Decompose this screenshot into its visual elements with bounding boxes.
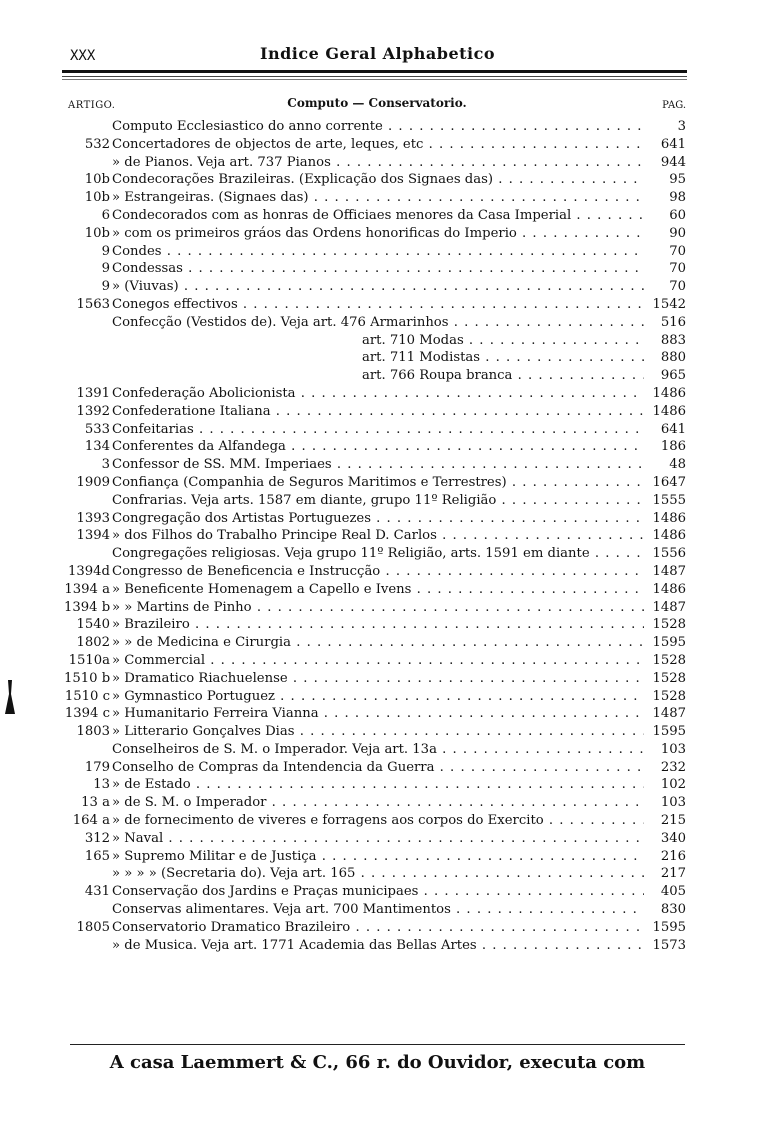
entry-article-number: 6: [101, 207, 110, 223]
index-entry: [64, 492, 686, 510]
index-entry: [64, 118, 686, 136]
header-rule-thin: [62, 76, 687, 77]
entry-text: » de Estado . . .: [112, 776, 644, 794]
entry-page-number: 1528: [648, 688, 686, 706]
entry-article-number: 1394 c: [64, 706, 110, 722]
entry-page-number: 1595: [648, 919, 686, 937]
index-entries: [64, 118, 686, 954]
entry-article-number: 9: [101, 243, 110, 259]
entry-page-number: 1573: [648, 937, 686, 955]
entry-article-number: 9: [101, 261, 110, 277]
header-rule: [62, 70, 687, 73]
entry-article-number: 533: [84, 421, 110, 437]
entry-article-number: 3: [101, 457, 110, 473]
index-entry: [64, 581, 686, 599]
index-entry: [64, 883, 686, 901]
entry-text: » Brazileiro . . .: [112, 616, 644, 634]
index-entry: [64, 136, 686, 154]
entry-text: » Dramatico Riachuelense . . .: [112, 670, 644, 688]
entry-text: Computo Ecclesiastico do anno corrente . . .: [112, 118, 644, 136]
entry-text: » » de Medicina e Cirurgia . . .: [112, 634, 644, 652]
entry-text: » Supremo Militar e de Justiça . . .: [112, 848, 644, 866]
entry-article-number: 1909: [76, 474, 110, 490]
entry-text: Confrarias. Veja arts. 1587 em diante, grupo 11º Religião . . .: [112, 492, 644, 510]
entry-text: » de Pianos. Veja art. 737 Pianos . . .: [112, 154, 644, 172]
index-entry: [64, 848, 686, 866]
index-entry: [64, 830, 686, 848]
entry-article-number: 13 a: [81, 795, 110, 811]
page-header: [70, 44, 685, 66]
entry-page-number: 1528: [648, 616, 686, 634]
entry-text: Concertadores de objectos de arte, leques, etc . . .: [112, 136, 644, 154]
entry-page-number: 944: [648, 154, 686, 172]
entry-text: Congresso de Beneficencia e Instrucção . . .: [112, 563, 644, 581]
entry-article-number: 13: [93, 777, 110, 793]
index-entry: [64, 510, 686, 528]
index-entry: [64, 705, 686, 723]
entry-page-number: 217: [648, 865, 686, 883]
entry-article-number: 532: [84, 136, 110, 152]
index-entry: [64, 919, 686, 937]
index-entry: [64, 474, 686, 492]
entry-page-number: 340: [648, 830, 686, 848]
entry-text: Conselho de Compras da Intendencia da Guerra . . .: [112, 759, 644, 777]
entry-page-number: 1486: [648, 403, 686, 421]
entry-text: Conferentes da Alfandega . . .: [112, 438, 644, 456]
column-header-artigo: ARTIGO.: [68, 100, 116, 111]
index-entry: [64, 616, 686, 634]
index-entry: [64, 723, 686, 741]
entry-text: » de Musica. Veja art. 1771 Academia das Bellas Artes . . .: [112, 937, 644, 955]
index-entry: [64, 296, 686, 314]
page-number-roman: XXX: [70, 48, 96, 64]
entry-text: Condes . . .: [112, 243, 644, 261]
column-header-pag: PAG.: [662, 100, 686, 111]
entry-text: Confeitarias . . .: [112, 421, 644, 439]
margin-mark-icon: [5, 680, 15, 716]
entry-page-number: 516: [648, 314, 686, 332]
entry-text: Congregação dos Artistas Portuguezes . . .: [112, 510, 644, 528]
entry-text: » de fornecimento de viveres e forragens aos corpos do Exercito . . .: [112, 812, 644, 830]
entry-text: Conservatorio Dramatico Brazileiro . . .: [112, 919, 644, 937]
entry-page-number: 1647: [648, 474, 686, 492]
index-entry: [64, 794, 686, 812]
entry-page-number: 1555: [648, 492, 686, 510]
entry-article-number: 312: [84, 830, 110, 846]
entry-article-number: 10b: [84, 172, 110, 188]
entry-text: » Naval . . .: [112, 830, 644, 848]
entry-text: art. 711 Modistas . . .: [362, 349, 644, 367]
entry-article-number: 1394 a: [64, 581, 110, 597]
index-entry: [64, 278, 686, 296]
entry-page-number: 1542: [648, 296, 686, 314]
entry-page-number: 1487: [648, 563, 686, 581]
entry-page-number: 1487: [648, 705, 686, 723]
entry-article-number: 1802: [76, 635, 110, 651]
entry-text: » Estrangeiras. (Signaes das) . . .: [112, 189, 644, 207]
entry-page-number: 215: [648, 812, 686, 830]
entry-page-number: 965: [648, 367, 686, 385]
index-entry: [64, 599, 686, 617]
index-entry: [64, 527, 686, 545]
entry-page-number: 1595: [648, 723, 686, 741]
entry-page-number: 1486: [648, 527, 686, 545]
index-entry: [64, 314, 686, 332]
entry-text: Confederatione Italiana . . .: [112, 403, 644, 421]
index-entry: [64, 385, 686, 403]
section-title: Computo — Conservatorio.: [287, 96, 467, 110]
entry-article-number: 1393: [76, 510, 110, 526]
entry-page-number: 830: [648, 901, 686, 919]
entry-text: Conegos effectivos . . .: [112, 296, 644, 314]
entry-article-number: 1540: [76, 617, 110, 633]
index-entry: [64, 332, 686, 350]
entry-page-number: 1487: [648, 599, 686, 617]
entry-text: » » » » (Secretaria do). Veja art. 165 . . .: [112, 865, 644, 883]
entry-text: Condecorados com as honras de Officiaes menores da Casa Imperial . . .: [112, 207, 644, 225]
entry-text: Confecção (Vestidos de). Veja art. 476 Armarinhos . . .: [112, 314, 644, 332]
entry-page-number: 70: [648, 278, 686, 296]
index-entry: [64, 189, 686, 207]
entry-article-number: 9: [101, 279, 110, 295]
index-entry: [64, 865, 686, 883]
entry-page-number: 70: [648, 260, 686, 278]
entry-page-number: 103: [648, 794, 686, 812]
entry-page-number: 95: [648, 171, 686, 189]
entry-text: » Gymnastico Portuguez . . .: [112, 688, 644, 706]
entry-article-number: 1803: [76, 724, 110, 740]
entry-text: » Litterario Gonçalves Dias . . .: [112, 723, 644, 741]
entry-page-number: 48: [648, 456, 686, 474]
index-entry: [64, 438, 686, 456]
entry-text: art. 766 Roupa branca . . .: [362, 367, 644, 385]
entry-text: Congregações religiosas. Veja grupo 11º Religião, arts. 1591 em diante . . .: [112, 545, 644, 563]
index-entry: [64, 243, 686, 261]
index-entry: [64, 421, 686, 439]
entry-article-number: 1563: [76, 296, 110, 312]
entry-page-number: 98: [648, 189, 686, 207]
entry-article-number: 1394: [76, 528, 110, 544]
entry-page-number: 1556: [648, 545, 686, 563]
index-entry: [64, 634, 686, 652]
index-entry: [64, 563, 686, 581]
index-entry: [64, 937, 686, 955]
entry-text: » de S. M. o Imperador . . .: [112, 794, 644, 812]
entry-article-number: 165: [84, 848, 110, 864]
column-headers: [68, 96, 686, 112]
index-entry: [64, 545, 686, 563]
entry-text: » com os primeiros gráos das Ordens honorificas do Imperio . . .: [112, 225, 644, 243]
index-entry: [64, 403, 686, 421]
entry-text: » Humanitario Ferreira Vianna . . .: [112, 705, 644, 723]
entry-text: art. 710 Modas . . .: [362, 332, 644, 350]
entry-text: » dos Filhos do Trabalho Principe Real D. Carlos . . .: [112, 527, 644, 545]
entry-text: Conselheiros de S. M. o Imperador. Veja art. 13a . . .: [112, 741, 644, 759]
index-entry: [64, 367, 686, 385]
entry-article-number: 10b: [84, 190, 110, 206]
entry-text: Confessor de SS. MM. Imperiaes . . .: [112, 456, 644, 474]
entry-text: » » Martins de Pinho . . .: [112, 599, 644, 617]
entry-page-number: 1486: [648, 581, 686, 599]
index-entry: [64, 812, 686, 830]
entry-text: Conservação dos Jardins e Praças municipaes . . .: [112, 883, 644, 901]
entry-article-number: 179: [84, 759, 110, 775]
index-entry: [64, 225, 686, 243]
entry-article-number: 1394 b: [64, 599, 111, 615]
entry-page-number: 90: [648, 225, 686, 243]
entry-page-number: 1528: [648, 670, 686, 688]
entry-article-number: 1510 c: [64, 688, 110, 704]
entry-text: Condessas . . .: [112, 260, 644, 278]
index-entry: [64, 349, 686, 367]
index-entry: [64, 759, 686, 777]
index-entry: [64, 741, 686, 759]
entry-page-number: 216: [648, 848, 686, 866]
entry-article-number: 134: [84, 439, 110, 455]
entry-text: Confederação Abolicionista . . .: [112, 385, 644, 403]
entry-text: Conservas alimentares. Veja art. 700 Mantimentos . . .: [112, 901, 644, 919]
entry-text: » Commercial . . .: [112, 652, 644, 670]
header-rule-thin-2: [62, 79, 687, 80]
entry-page-number: 1486: [648, 385, 686, 403]
entry-page-number: 70: [648, 243, 686, 261]
entry-article-number: 1805: [76, 919, 110, 935]
entry-page-number: 60: [648, 207, 686, 225]
page-title: Indice Geral Alphabetico: [259, 44, 496, 63]
entry-article-number: 164 a: [72, 813, 110, 829]
index-entry: [64, 456, 686, 474]
index-entry: [64, 901, 686, 919]
footer-advert: A casa Laemmert & C., 66 r. do Ouvidor, executa com: [109, 1052, 646, 1073]
index-entry: [64, 688, 686, 706]
entry-page-number: 1595: [648, 634, 686, 652]
entry-page-number: 880: [648, 349, 686, 367]
entry-article-number: 1392: [76, 403, 110, 419]
index-entry: [64, 154, 686, 172]
entry-article-number: 1394d: [67, 563, 110, 579]
entry-page-number: 1486: [648, 510, 686, 528]
entry-page-number: 641: [648, 421, 686, 439]
entry-text: Condecorações Brazileiras. (Explicação dos Signaes das) . . .: [112, 171, 644, 189]
entry-article-number: 1391: [76, 385, 110, 401]
index-entry: [64, 670, 686, 688]
entry-text: Confiança (Companhia de Seguros Maritimos e Terrestres) . . .: [112, 474, 644, 492]
entry-page-number: 883: [648, 332, 686, 350]
entry-page-number: 103: [648, 741, 686, 759]
entry-text: » Beneficente Homenagem a Capello e Ivens . . .: [112, 581, 644, 599]
index-entry: [64, 260, 686, 278]
index-entry: [64, 207, 686, 225]
entry-page-number: 232: [648, 759, 686, 777]
entry-article-number: 1510 b: [64, 670, 111, 686]
index-entry: [64, 776, 686, 794]
index-entry: [64, 171, 686, 189]
entry-page-number: 641: [648, 136, 686, 154]
index-entry: [64, 652, 686, 670]
entry-article-number: 431: [84, 884, 110, 900]
entry-article-number: 10b: [84, 225, 110, 241]
footer-rule: [70, 1044, 685, 1045]
entry-page-number: 186: [648, 438, 686, 456]
entry-page-number: 405: [648, 883, 686, 901]
entry-text: » (Viuvas) . . .: [112, 278, 644, 296]
entry-page-number: 1528: [648, 652, 686, 670]
entry-article-number: 1510a: [68, 652, 110, 668]
entry-page-number: 102: [648, 776, 686, 794]
entry-page-number: 3: [648, 118, 686, 136]
